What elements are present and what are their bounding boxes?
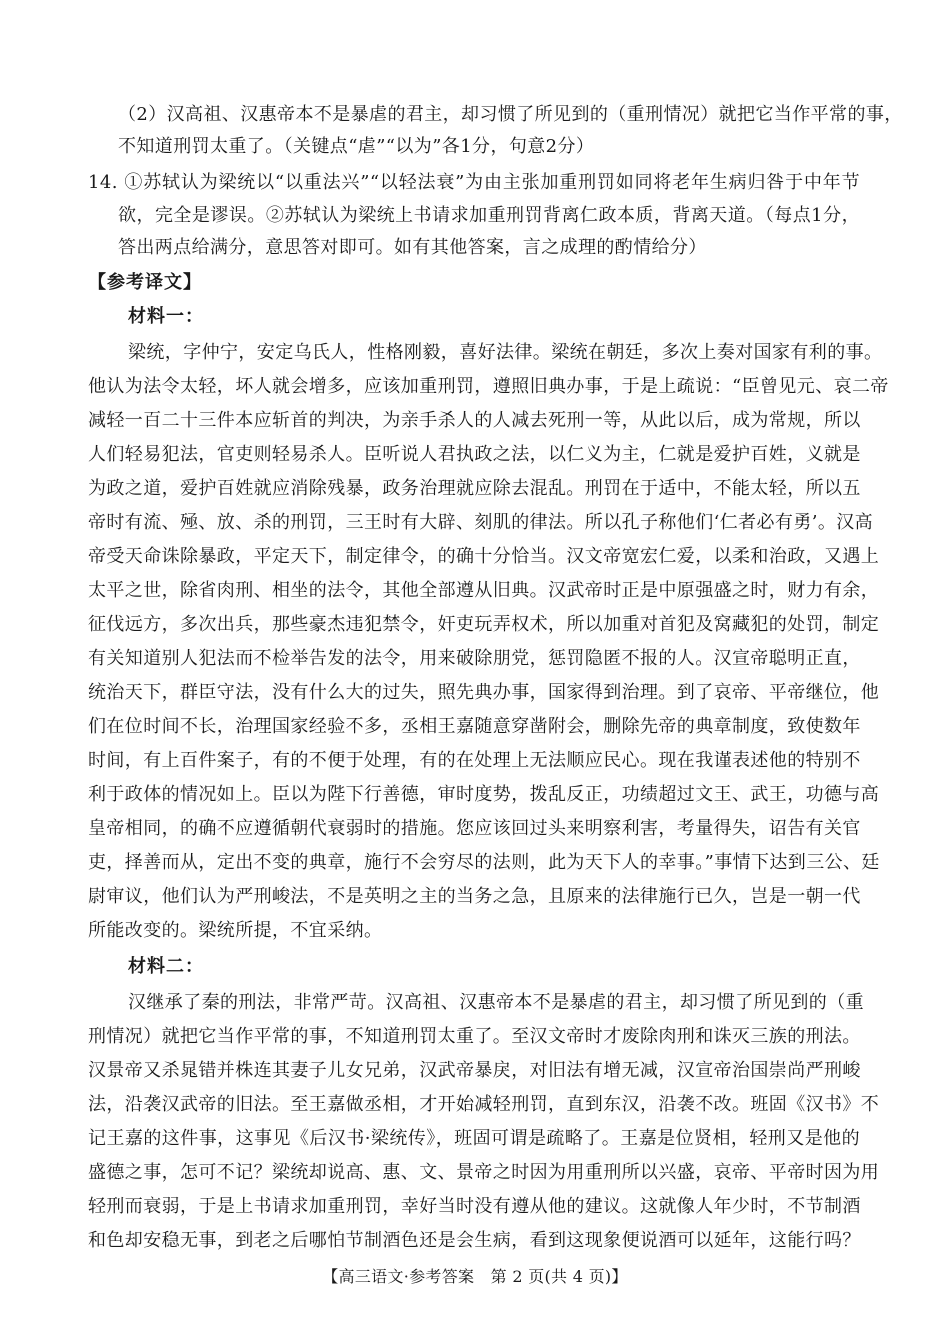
body-line: 统治天下，群臣守法，没有什么大的过失，照先典办事，国家得到治理。到了哀帝、平帝继位，他 (88, 682, 880, 703)
body-line: 们在位时间不长，治理国家经验不多，丞相王嘉随意穿凿附会，删除先帝的典章制度，致使数年 (88, 716, 861, 737)
body-line: 为政之道，爱护百姓就应消除残暴，政务治理就应除去混乱。刑罚在于适中，不能太轻，所以五 (88, 478, 861, 499)
body-line: 尉审议，他们认为严刑峻法，不是英明之主的当务之急，且原来的法律施行已久，岂是一朝一代 (88, 886, 861, 907)
answer-line: 不知道刑罚太重了。（关键点“虐”“以为”各1分，句意2分） (118, 136, 595, 157)
body-line: 梁统，字仲宁，安定乌氏人，性格刚毅，喜好法律。梁统在朝廷，多次上奏对国家有利的事。 (128, 342, 883, 363)
answer-line: 14. ①苏轼认为梁统以“以重法兴”“以轻法衰”为由主张加重刑罚如同将老年生病归咎于中年节 (88, 172, 860, 193)
body-line: 时间，有上百件案子，有的不便于处理，有的在处理上无法顺应民心。现在我谨表述他的特别不 (88, 750, 861, 771)
page-footer: 【高三语文·参考答案 第 2 页(共 4 页)】 (322, 1267, 628, 1286)
body-line: 有关知道别人犯法而不检举告发的法令，用来破除朋党，惩罚隐匿不报的人。汉宣帝聪明正直， (88, 648, 861, 669)
subsection-heading: 材料一： (128, 306, 204, 327)
body-line: 记王嘉的这件事，这事见《后汉书·梁统传》，班固可谓是疏略了。王嘉是位贤相，轻刑又是他的 (88, 1128, 860, 1149)
body-line: 太平之世，除省肉刑、相坐的法令，其他全部遵从旧典。汉武帝时正是中原强盛之时，财力有余， (88, 580, 880, 601)
body-line: 帝时有流、殛、放、杀的刑罚，三王时有大辟、刻肌的律法。所以孔子称他们‘仁者必有勇’。汉高 (88, 512, 874, 533)
answer-line: 欲，完全是谬误。②苏轼认为梁统上书请求加重刑罚背离仁政本质，背离天道。（每点1分， (118, 205, 860, 226)
subsection-heading: 材料二： (128, 956, 204, 977)
answer-line: （2）汉高祖、汉惠帝本不是暴虐的君主，却习惯了所见到的（重刑情况）就把它当作平常的事， (118, 104, 903, 125)
body-line: 刑情况）就把它当作平常的事，不知道刑罚太重了。至汉文帝时才废除肉刑和诛灭三族的刑法。 (88, 1026, 861, 1047)
body-line: 法，沿袭汉武帝的旧法。至王嘉做丞相，才开始减轻刑罚，直到东汉，沿袭不改。班固《汉书》不 (88, 1094, 880, 1115)
body-line: 帝受天命诛除暴政，平定天下，制定律令，的确十分恰当。汉文帝宽宏仁爱，以柔和治政，又遇上 (88, 546, 880, 567)
body-line: 轻刑而衰弱，于是上书请求加重刑罚，幸好当时没有遵从他的建议。这就像人年少时，不节制酒 (88, 1196, 861, 1217)
answer-line: 答出两点给满分，意思答对即可。如有其他答案，言之成理的酌情给分） (118, 237, 707, 258)
body-line: 和色却安稳无事，到老之后哪怕节制酒色还是会生病，看到这现象便说酒可以延年，这能行吗？ (88, 1230, 861, 1251)
body-line: 利于政体的情况如上。臣以为陛下行善德，审时度势，拨乱反正，功绩超过文王、武王，功德与高 (88, 784, 880, 805)
body-line: 汉继承了秦的刑法，非常严苛。汉高祖、汉惠帝本不是暴虐的君主，却习惯了所见到的（重 (128, 992, 864, 1013)
body-line: 所能改变的。梁统所提，不宜采纳。 (88, 920, 383, 941)
body-line: 汉景帝又杀晁错并株连其妻子儿女兄弟，汉武帝暴戾，对旧法有增无减，汉宣帝治国崇尚严刑峻 (88, 1060, 861, 1081)
section-heading: 【参考译文】 (88, 272, 202, 293)
body-line: 人们轻易犯法，官吏则轻易杀人。臣听说人君执政之法，以仁义为主，仁就是爱护百姓，义就是 (88, 444, 861, 465)
body-line: 盛德之事，怎可不记？梁统却说高、惠、文、景帝之时因为用重刑所以兴盛，哀帝、平帝时因为用 (88, 1162, 880, 1183)
body-line: 他认为法令太轻，坏人就会增多，应该加重刑罚，遵照旧典办事，于是上疏说：“臣曾见元、哀二帝 (88, 376, 889, 397)
body-line: 减轻一百二十三件本应斩首的判决，为亲手杀人的人减去死刑一等，从此以后，成为常规，所以 (88, 410, 861, 431)
body-line: 皇帝相同，的确不应遵循朝代衰弱时的措施。您应该回过头来明察利害，考量得失，诏告有关官 (88, 818, 861, 839)
body-line: 征伐远方，多次出兵，那些豪杰违犯禁令，奸吏玩弄权术，所以加重对首犯及窝藏犯的处罚，制定 (88, 614, 880, 635)
body-line: 吏，择善而从，定出不变的典章，施行不会穷尽的法则，此为天下人的幸事。”事情下达到三公、廷 (88, 852, 880, 873)
